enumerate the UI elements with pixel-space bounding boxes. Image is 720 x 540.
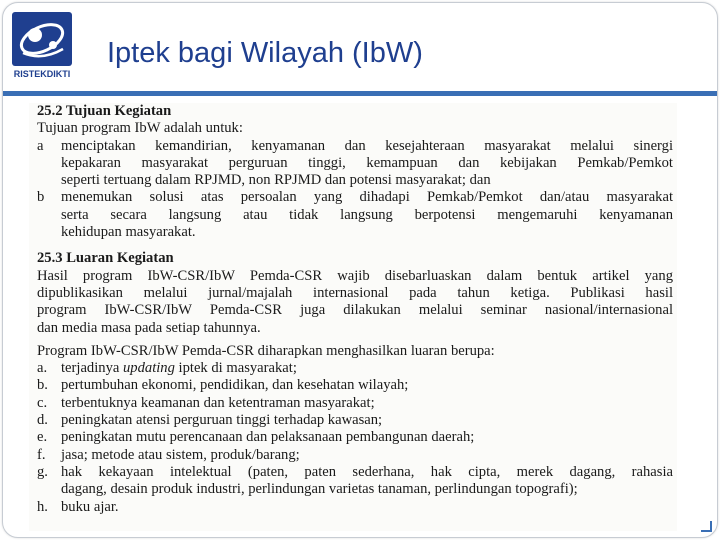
paragraph-line: dan media masa pada setiap tahunnya. [37, 319, 261, 336]
list-marker: b. [37, 377, 48, 394]
list-marker: e. [37, 429, 48, 446]
section-heading: 25.3 Luaran Kegiatan [37, 250, 174, 267]
list-item [37, 429, 673, 446]
logo-text: RISTEKDIKTI [13, 69, 71, 79]
list-item-line: hak kekayaan intelektual (paten, paten sederhana, hak cipta, merek dagang, rahasia [61, 463, 673, 480]
document-scan [29, 103, 677, 531]
list-item [37, 138, 673, 190]
list-item [37, 189, 673, 241]
list-item-line: menemukan solusi atas persoalan yang dihadapi Pemkab/Pemkot dan/atau masyarakat [61, 189, 673, 206]
paragraph-line: dipublikasikan melalui jurnal/majalah internasional pada tahun ketiga. Publikasi hasil [37, 284, 673, 301]
list-marker: g. [37, 463, 48, 480]
list-item [37, 499, 673, 516]
list-item [37, 360, 673, 377]
section-heading: 25.2 Tujuan Kegiatan [37, 103, 172, 119]
list-item [37, 377, 673, 394]
list-marker: a. [37, 360, 48, 377]
list-marker: f. [37, 446, 46, 463]
list-item [37, 395, 673, 412]
list-item-line: kehidupan masyarakat. [61, 224, 196, 241]
slide-header [3, 3, 717, 91]
list-item-line: kepakaran masyarakat perguruan tinggi, kemampuan dan kebijakan Pemkab/Pemkot [61, 154, 673, 171]
list-marker: d. [37, 412, 48, 429]
section-intro: Program IbW-CSR/IbW Pemda-CSR diharapkan menghasilkan luaran berupa: [37, 342, 495, 359]
list-item [37, 464, 673, 499]
list-item-text: pertumbuhan ekonomi, pendidikan, dan kesehatan wilayah; [61, 377, 409, 394]
emphasis-word: updating [123, 360, 175, 377]
list-item-text: peningkatan mutu perencanaan dan pelaksanaan pembangunan daerah; [61, 429, 475, 446]
list-item-text: terjadinya updating iptek di masyarakat; [61, 360, 297, 377]
document-text [37, 103, 673, 516]
list-item-text: peningkatan atensi perguruan tinggi terhadap kawasan; [61, 412, 383, 429]
ristekdikti-logo [9, 9, 75, 85]
corner-decoration-icon [699, 519, 713, 533]
header-divider [3, 91, 717, 96]
logo-emblem-icon [9, 9, 75, 71]
list-marker: b [37, 189, 45, 206]
list-item-text: terbentuknya keamanan dan ketentraman masyarakat; [61, 394, 375, 411]
page-title: Iptek bagi Wilayah (IbW) [107, 37, 423, 69]
list-item-text: jasa; metode atau sistem, produk/barang; [61, 446, 300, 463]
list-item-line: seperti tertuang dalam RPJMD, non RPJMD dan potensi masyarakat; dan [61, 172, 491, 189]
list-marker: a [37, 137, 44, 154]
list-marker: c. [37, 394, 48, 411]
list-item-line: dagang, desain produk industri, perlindungan varietas tanaman, perlindungan topografi); [61, 481, 578, 498]
list-item [37, 412, 673, 429]
paragraph-line: program IbW-CSR/IbW Pemda-CSR juga dilakukan melalui seminar nasional/internasional [37, 302, 673, 319]
list-marker: h. [37, 498, 48, 515]
list-item-text: buku ajar. [61, 498, 119, 515]
list-item-line: menciptakan kemandirian, kenyamanan dan kesejahteraan masyarakat melalui sinergi [61, 137, 673, 154]
list-item-line: serta secara langsung atau tidak langsung berpotensi mengemaruhi kenyamanan [61, 206, 673, 223]
paragraph-line: Hasil program IbW-CSR/IbW Pemda-CSR wajib disebarluaskan dalam bentuk artikel yang [37, 267, 673, 284]
slide-frame [2, 2, 718, 538]
section-intro: Tujuan program IbW adalah untuk: [37, 120, 243, 137]
list-item [37, 447, 673, 464]
